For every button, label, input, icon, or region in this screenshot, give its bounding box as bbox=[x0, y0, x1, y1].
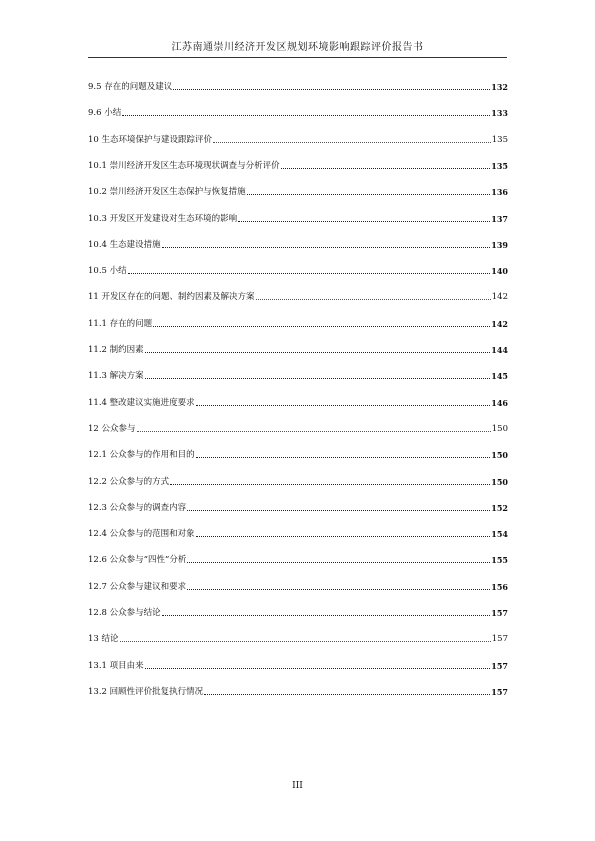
toc-entry-page: 156 bbox=[491, 581, 508, 592]
toc-entry-title: 11.4 整改建议实施进度要求 bbox=[88, 397, 195, 408]
toc-entry-title: 12.6 公众参与“四性”分析 bbox=[88, 555, 187, 566]
dot-leader bbox=[145, 668, 491, 669]
dot-leader bbox=[137, 431, 491, 432]
dot-leader bbox=[120, 641, 491, 642]
toc-entry[interactable] bbox=[88, 185, 508, 197]
toc-entry[interactable] bbox=[88, 369, 508, 381]
toc-entry-title: 12.7 公众参与建议和要求 bbox=[88, 581, 187, 592]
page-number: III bbox=[292, 781, 303, 791]
toc-entry[interactable] bbox=[88, 553, 508, 565]
toc-entry[interactable] bbox=[88, 659, 508, 671]
toc-entry[interactable] bbox=[88, 448, 508, 460]
toc-entry-title: 10.1 崇川经济开发区生态环境现状调查与分析评价 bbox=[88, 160, 280, 171]
toc-entry[interactable] bbox=[88, 501, 508, 513]
toc-entry[interactable] bbox=[88, 159, 508, 171]
toc-entry-page: 144 bbox=[491, 345, 508, 355]
toc-entry-title: 10.3 开发区开发建设对生态环境的影响 bbox=[88, 213, 238, 224]
toc-entry-page: 133 bbox=[491, 108, 508, 119]
toc-entry-page: 157 bbox=[491, 660, 508, 671]
toc-entry[interactable] bbox=[88, 475, 508, 487]
dot-leader bbox=[145, 378, 491, 379]
dot-leader bbox=[173, 89, 490, 90]
toc-entry[interactable] bbox=[88, 238, 508, 250]
dot-leader bbox=[196, 536, 491, 537]
dot-leader bbox=[238, 221, 490, 222]
dot-leader bbox=[122, 115, 490, 116]
toc-entry-page: 157 bbox=[491, 634, 508, 645]
toc-entry[interactable] bbox=[88, 685, 508, 697]
dot-leader bbox=[247, 194, 491, 195]
dot-leader bbox=[213, 142, 491, 143]
toc-entry-title: 12.4 公众参与的范围和对象 bbox=[88, 529, 195, 540]
toc-entry-page: 142 bbox=[491, 292, 508, 303]
dot-leader bbox=[196, 457, 491, 458]
toc-entry-page: 150 bbox=[491, 476, 508, 487]
toc-entry-page: 139 bbox=[491, 239, 508, 250]
toc-entry-page: 154 bbox=[491, 529, 508, 540]
toc-entry-page: 150 bbox=[491, 450, 508, 461]
toc-entry-page: 132 bbox=[491, 82, 508, 92]
toc-entry-title: 11 开发区存在的问题、制约因素及解决方案 bbox=[88, 292, 255, 303]
toc-entry[interactable] bbox=[88, 264, 508, 276]
toc-entry-title: 13 结论 bbox=[88, 634, 119, 645]
toc-entry-page: 157 bbox=[491, 608, 508, 618]
toc-entry[interactable] bbox=[88, 133, 508, 145]
toc-entry-title: 11.2 制约因素 bbox=[88, 345, 144, 355]
toc-entry[interactable] bbox=[88, 317, 508, 329]
toc-entry-title: 13.2 回顾性评价批复执行情况 bbox=[88, 686, 204, 697]
toc-entry-title: 12.2 公众参与的方式 bbox=[88, 476, 170, 487]
toc-entry[interactable] bbox=[88, 580, 508, 592]
toc-entry-page: 146 bbox=[491, 397, 508, 408]
dot-leader bbox=[153, 326, 490, 327]
toc-entry-page: 145 bbox=[491, 371, 508, 382]
toc-entry[interactable] bbox=[88, 527, 508, 539]
dot-leader bbox=[187, 510, 490, 511]
toc-entry-page: 157 bbox=[491, 686, 508, 697]
dot-leader bbox=[187, 562, 490, 563]
toc-entry[interactable] bbox=[88, 606, 508, 618]
toc-entry-title: 12.3 公众参与的调查内容 bbox=[88, 502, 187, 513]
toc-entry-title: 9.6 小结 bbox=[88, 108, 122, 119]
toc-entry-title: 9.5 存在的问题及建议 bbox=[88, 82, 173, 92]
dot-leader bbox=[162, 247, 491, 248]
dot-leader bbox=[162, 615, 491, 616]
toc-entry[interactable] bbox=[88, 343, 508, 355]
toc-entry[interactable] bbox=[88, 290, 508, 302]
toc-entry-page: 135 bbox=[491, 134, 508, 145]
toc-entry-page: 140 bbox=[491, 266, 508, 277]
toc-entry[interactable] bbox=[88, 212, 508, 224]
toc-entry-title: 10 生态环境保护与建设跟踪评价 bbox=[88, 134, 213, 145]
toc-entry-page: 152 bbox=[491, 502, 508, 513]
toc-entry-page: 135 bbox=[491, 160, 508, 171]
toc-entry-title: 12 公众参与 bbox=[88, 423, 136, 434]
toc-entry-title: 10.2 崇川经济开发区生态保护与恢复措施 bbox=[88, 187, 246, 198]
toc-entry-title: 10.5 小结 bbox=[88, 266, 127, 277]
toc-entry-page: 155 bbox=[491, 555, 508, 566]
dot-leader bbox=[196, 405, 491, 406]
dot-leader bbox=[145, 352, 491, 353]
toc-entry-title: 11.3 解决方案 bbox=[88, 371, 144, 382]
toc-entry-title: 12.8 公众参与结论 bbox=[88, 608, 161, 618]
toc-entry[interactable] bbox=[88, 632, 508, 644]
toc-entry-title: 13.1 项目由来 bbox=[88, 660, 144, 671]
toc-entry-page: 136 bbox=[491, 187, 508, 198]
toc-entry-page: 142 bbox=[491, 318, 508, 329]
dot-leader bbox=[281, 168, 491, 169]
toc-entry[interactable] bbox=[88, 422, 508, 434]
toc-entry[interactable] bbox=[88, 106, 508, 118]
toc-entry-title: 10.4 生态建设措施 bbox=[88, 239, 161, 250]
dot-leader bbox=[128, 273, 491, 274]
toc-entry[interactable] bbox=[88, 396, 508, 408]
toc-entry-page: 137 bbox=[491, 213, 508, 224]
toc-entry-title: 12.1 公众参与的作用和目的 bbox=[88, 450, 195, 461]
toc-entry-title: 11.1 存在的问题 bbox=[88, 318, 153, 329]
toc-entry-page: 150 bbox=[491, 423, 508, 434]
dot-leader bbox=[187, 589, 490, 590]
dot-leader bbox=[170, 484, 490, 485]
toc-entry[interactable] bbox=[88, 80, 508, 92]
dot-leader bbox=[256, 299, 491, 300]
dot-leader bbox=[204, 694, 490, 695]
running-header: 江苏南通崇川经济开发区规划环境影响跟踪评价报告书 bbox=[88, 38, 507, 58]
